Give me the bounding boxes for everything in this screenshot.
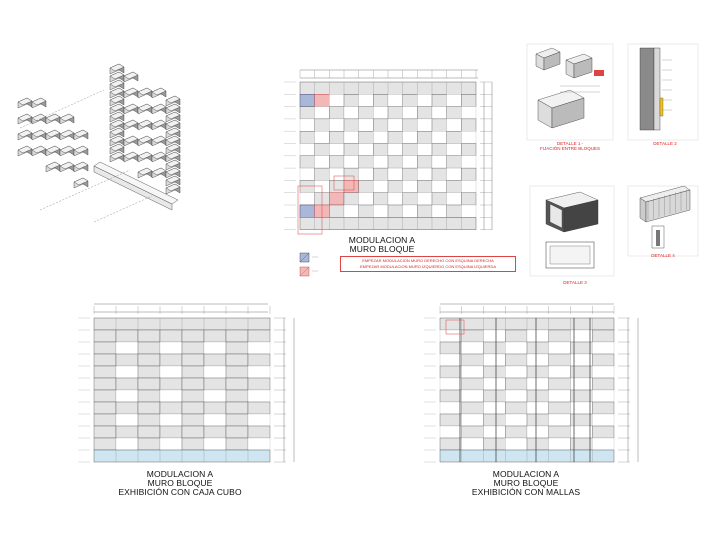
wall-block bbox=[440, 414, 462, 426]
wall-block bbox=[592, 390, 614, 402]
wall-block bbox=[527, 390, 549, 402]
wall-block bbox=[484, 402, 506, 414]
wall-block bbox=[484, 342, 506, 354]
wall-block bbox=[505, 402, 527, 414]
wall-block bbox=[527, 342, 549, 354]
note-right-corner: EMPEZAR MODULACION MURO DERECHO CON ESQUINA DERECHA bbox=[362, 258, 494, 263]
wall-block bbox=[592, 366, 614, 378]
wall-block bbox=[440, 390, 462, 402]
main-title-line1: MODULACION A bbox=[348, 235, 416, 245]
wall-block bbox=[505, 414, 527, 426]
wall-block bbox=[592, 342, 614, 354]
wall-block bbox=[440, 330, 462, 342]
wall-block bbox=[440, 402, 462, 414]
wall-block bbox=[505, 378, 527, 390]
wall-block bbox=[549, 402, 571, 414]
wall-block bbox=[440, 354, 462, 366]
mesh-title-line2: MURO BLOQUE bbox=[493, 478, 559, 488]
wall-block bbox=[592, 414, 614, 426]
wall-block bbox=[484, 426, 506, 438]
wall-block bbox=[440, 426, 462, 438]
wall-block bbox=[592, 330, 614, 342]
wall-block bbox=[549, 414, 571, 426]
wall-block bbox=[549, 354, 571, 366]
wall-block bbox=[505, 390, 527, 402]
wall-block bbox=[527, 330, 549, 342]
detail-1-title: DETALLE 1 - bbox=[556, 141, 584, 146]
detail-4-caption: DETALLE 4 bbox=[651, 253, 675, 258]
wall-block bbox=[527, 402, 549, 414]
wall-block bbox=[462, 330, 484, 342]
wall-block bbox=[462, 426, 484, 438]
cube-title-line1: MODULACION A bbox=[146, 469, 214, 479]
wall-block bbox=[592, 402, 614, 414]
wall-block bbox=[484, 366, 506, 378]
wall-block bbox=[440, 438, 462, 450]
detail-2-caption: DETALLE 2 bbox=[653, 141, 677, 146]
wall-block bbox=[484, 414, 506, 426]
wall-block bbox=[462, 378, 484, 390]
wall-block bbox=[484, 438, 506, 450]
wall-block bbox=[549, 426, 571, 438]
wall-block bbox=[592, 354, 614, 366]
wall-block bbox=[549, 330, 571, 342]
cube-title-line2: MURO BLOQUE bbox=[147, 478, 213, 488]
wall-block bbox=[549, 438, 571, 450]
mesh-title bbox=[446, 470, 606, 497]
wall-block bbox=[462, 366, 484, 378]
wall-block bbox=[592, 378, 614, 390]
wall-block bbox=[549, 366, 571, 378]
wall-block bbox=[527, 354, 549, 366]
main-title-line2: MURO BLOQUE bbox=[349, 244, 415, 254]
wall-block bbox=[462, 390, 484, 402]
mesh-title-line1: MODULACION A bbox=[492, 469, 560, 479]
wall-block bbox=[462, 342, 484, 354]
wall-block bbox=[462, 414, 484, 426]
note-left-corner: EMPEZAR MODULACION MURO IZQUIERDO CON ESQUINA IZQUIERDA bbox=[359, 264, 496, 269]
wall-block bbox=[549, 378, 571, 390]
wall-block bbox=[484, 390, 506, 402]
wall-block bbox=[549, 342, 571, 354]
wall-block bbox=[527, 366, 549, 378]
wall-block bbox=[549, 390, 571, 402]
wall-block bbox=[462, 438, 484, 450]
wall-block bbox=[592, 426, 614, 438]
cube-title-line3: EXHIBICIÓN CON CAJA CUBO bbox=[118, 487, 242, 497]
wall-block bbox=[484, 378, 506, 390]
wall-block bbox=[505, 366, 527, 378]
wall-block bbox=[462, 354, 484, 366]
detail-3-caption: DETALLE 3 bbox=[563, 280, 587, 285]
wall-block bbox=[440, 342, 462, 354]
wall-block bbox=[505, 354, 527, 366]
wall-block bbox=[440, 378, 462, 390]
wall-block bbox=[527, 378, 549, 390]
wall-block bbox=[462, 402, 484, 414]
wall-block bbox=[505, 438, 527, 450]
wall-block bbox=[505, 330, 527, 342]
wall-block bbox=[484, 330, 506, 342]
wall-block bbox=[527, 438, 549, 450]
detail-1-subtitle: FIJACIÓN ENTRE BLOQUES bbox=[539, 146, 600, 151]
mesh-title-line3: EXHIBICIÓN CON MALLAS bbox=[471, 487, 581, 497]
wall-block bbox=[505, 342, 527, 354]
wall-block bbox=[527, 426, 549, 438]
wall-block bbox=[505, 426, 527, 438]
wall-block bbox=[440, 366, 462, 378]
wall-block bbox=[592, 438, 614, 450]
wall-block bbox=[484, 354, 506, 366]
wall-block bbox=[527, 414, 549, 426]
